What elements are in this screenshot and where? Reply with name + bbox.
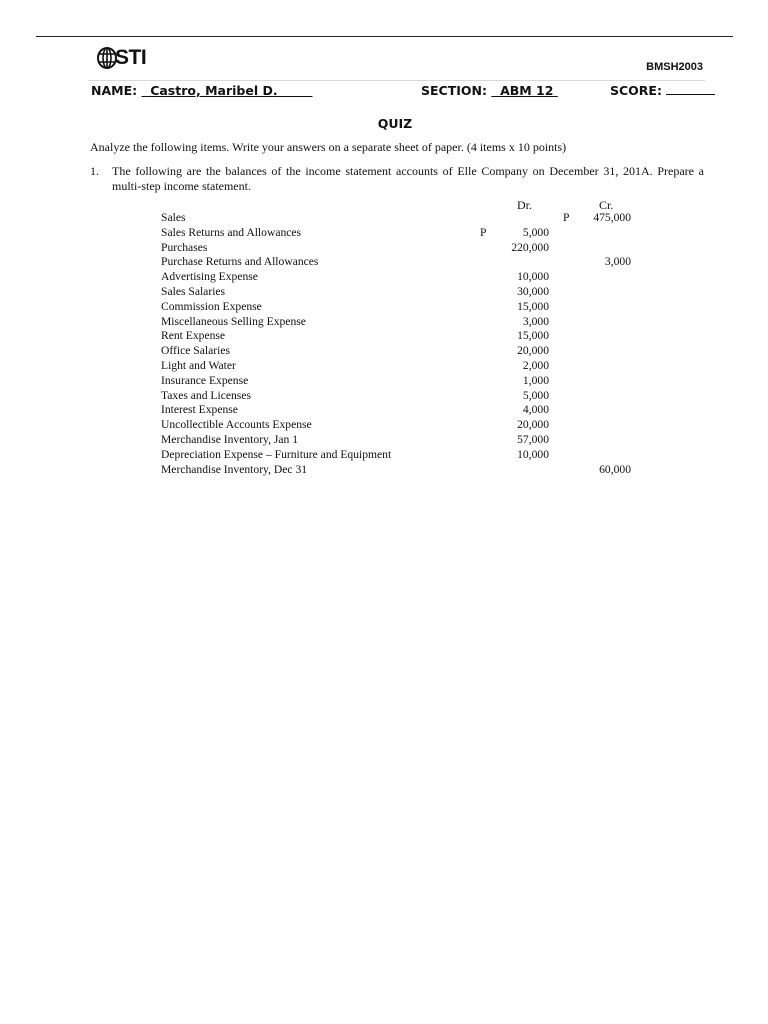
account-name: Rent Expense bbox=[161, 329, 226, 343]
debit-amount: 2,000 bbox=[522, 358, 549, 372]
logo-text: STI bbox=[115, 46, 147, 69]
score-blank bbox=[666, 83, 715, 95]
account-name: Purchases bbox=[161, 240, 208, 254]
account-name: Insurance Expense bbox=[161, 373, 249, 387]
section-field bbox=[421, 83, 558, 98]
debit-amount: 1,000 bbox=[522, 373, 549, 387]
table-row bbox=[0, 344, 768, 359]
debit-amount: 220,000 bbox=[511, 240, 549, 254]
debit-amount: 10,000 bbox=[517, 447, 549, 461]
account-name: Merchandise Inventory, Jan 1 bbox=[161, 432, 299, 446]
name-label: NAME: bbox=[91, 83, 138, 98]
credit-amount: 60,000 bbox=[599, 462, 631, 476]
table-row bbox=[0, 270, 768, 285]
account-name: Office Salaries bbox=[161, 344, 230, 358]
debit-currency: P bbox=[480, 225, 487, 239]
table-row bbox=[0, 359, 768, 374]
score-field bbox=[610, 83, 715, 98]
header-divider bbox=[88, 80, 705, 81]
table-row bbox=[0, 255, 768, 270]
table-row bbox=[0, 329, 768, 344]
table-row bbox=[0, 300, 768, 315]
credit-header: Cr. bbox=[599, 198, 614, 212]
debit-header: Dr. bbox=[517, 198, 532, 212]
debit-amount: 15,000 bbox=[517, 329, 549, 343]
section-value: ABM 12 bbox=[500, 83, 554, 98]
account-name: Depreciation Expense – Furniture and Equipment bbox=[161, 447, 392, 461]
top-rule bbox=[36, 36, 733, 37]
table-row bbox=[0, 226, 768, 241]
question-number: 1. bbox=[90, 164, 99, 178]
table-row bbox=[0, 285, 768, 300]
table-row bbox=[0, 418, 768, 433]
score-label: SCORE: bbox=[610, 83, 662, 98]
table-row bbox=[0, 448, 768, 463]
debit-amount: 20,000 bbox=[517, 418, 549, 432]
account-name: Miscellaneous Selling Expense bbox=[161, 314, 306, 328]
account-name: Commission Expense bbox=[161, 299, 262, 313]
table-row bbox=[0, 403, 768, 418]
debit-amount: 20,000 bbox=[517, 344, 549, 358]
debit-amount: 5,000 bbox=[522, 225, 549, 239]
account-name: Sales Salaries bbox=[161, 284, 226, 298]
account-name: Purchase Returns and Allowances bbox=[161, 255, 319, 269]
debit-amount: 5,000 bbox=[522, 388, 549, 402]
table-row bbox=[0, 463, 768, 478]
account-name: Light and Water bbox=[161, 358, 236, 372]
sti-logo bbox=[97, 46, 146, 70]
page-title: QUIZ bbox=[377, 116, 413, 131]
account-name: Interest Expense bbox=[161, 403, 238, 417]
account-name: Taxes and Licenses bbox=[161, 388, 251, 402]
account-name: Merchandise Inventory, Dec 31 bbox=[161, 462, 308, 476]
credit-amount: 3,000 bbox=[604, 255, 631, 269]
debit-amount: 57,000 bbox=[517, 432, 549, 446]
table-row bbox=[0, 433, 768, 448]
account-name: Uncollectible Accounts Expense bbox=[161, 418, 312, 432]
credit-amount: 475,000 bbox=[593, 211, 631, 224]
question-text: The following are the balances of the income statement accounts of Elle Company on December 31, 201A. Prepare a multi-step income statement. bbox=[112, 164, 704, 193]
credit-currency: P bbox=[563, 211, 570, 224]
account-name: Sales bbox=[161, 211, 186, 224]
table-row bbox=[0, 374, 768, 389]
accounts-table bbox=[0, 211, 768, 477]
debit-amount: 10,000 bbox=[517, 270, 549, 284]
section-label: SECTION: bbox=[421, 83, 487, 98]
table-row bbox=[0, 389, 768, 404]
debit-amount: 15,000 bbox=[517, 299, 549, 313]
debit-amount: 3,000 bbox=[522, 314, 549, 328]
globe-icon bbox=[97, 46, 117, 70]
table-row bbox=[0, 211, 768, 226]
course-code: BMSH2003 bbox=[646, 61, 703, 73]
account-name: Advertising Expense bbox=[161, 270, 258, 284]
table-row bbox=[0, 241, 768, 256]
account-name: Sales Returns and Allowances bbox=[161, 225, 302, 239]
table-row bbox=[0, 315, 768, 330]
instructions: Analyze the following items. Write your answers on a separate sheet of paper. (4 items x 10 points) bbox=[90, 140, 567, 154]
debit-amount: 30,000 bbox=[517, 284, 549, 298]
name-field bbox=[91, 83, 312, 98]
name-value: Castro, Maribel D. bbox=[150, 83, 278, 98]
debit-amount: 4,000 bbox=[522, 403, 549, 417]
